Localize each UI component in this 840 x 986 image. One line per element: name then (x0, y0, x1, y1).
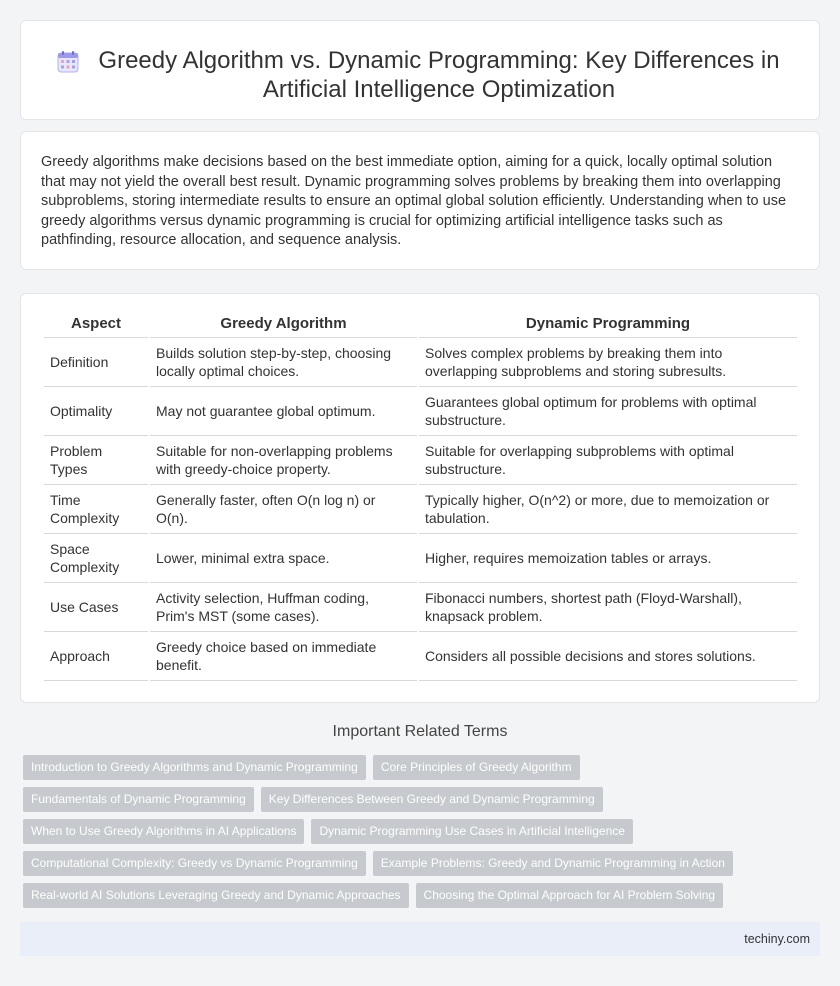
related-term-tag[interactable]: Choosing the Optimal Approach for AI Problem Solving (416, 883, 724, 908)
header-dynamic: Dynamic Programming (419, 310, 797, 338)
comparison-table-card (20, 293, 820, 703)
related-term-tag[interactable]: Real-world AI Solutions Leveraging Greedy and Dynamic Approaches (23, 883, 409, 908)
related-term-tag[interactable]: Fundamentals of Dynamic Programming (23, 787, 254, 812)
table-row (44, 534, 797, 583)
aspect-cell: Problem Types (44, 436, 148, 485)
calendar-grid-icon (56, 50, 80, 74)
aspect-cell: Time Complexity (44, 485, 148, 534)
comparison-table (42, 310, 799, 681)
greedy-cell: May not guarantee global optimum. (150, 387, 417, 436)
aspect-cell: Optimality (44, 387, 148, 436)
title-row (21, 21, 819, 104)
aspect-cell: Definition (44, 338, 148, 387)
page-title: Greedy Algorithm vs. Dynamic Programming: Key Differences in Artificial Intelligence Optimization (98, 47, 780, 103)
table-row (44, 436, 797, 485)
dynamic-cell: Higher, requires memoization tables or arrays. (419, 534, 797, 583)
greedy-cell: Generally faster, often O(n log n) or O(n). (150, 485, 417, 534)
table-row (44, 632, 797, 681)
aspect-cell: Use Cases (44, 583, 148, 632)
dynamic-cell: Typically higher, O(n^2) or more, due to memoization or tabulation. (419, 485, 797, 534)
greedy-cell: Greedy choice based on immediate benefit. (150, 632, 417, 681)
greedy-cell: Activity selection, Huffman coding, Prim's MST (some cases). (150, 583, 417, 632)
table-row (44, 583, 797, 632)
aspect-cell: Approach (44, 632, 148, 681)
table-header-row (44, 310, 797, 338)
footer (20, 922, 820, 956)
table-row (44, 387, 797, 436)
related-term-tag[interactable]: Introduction to Greedy Algorithms and Dynamic Programming (23, 755, 366, 780)
dynamic-cell: Guarantees global optimum for problems with optimal substructure. (419, 387, 797, 436)
related-term-tag[interactable]: Dynamic Programming Use Cases in Artificial Intelligence (311, 819, 632, 844)
title-card (20, 20, 820, 120)
related-term-tag[interactable]: When to Use Greedy Algorithms in AI Applications (23, 819, 304, 844)
dynamic-cell: Solves complex problems by breaking them into overlapping subproblems and storing subresults. (419, 338, 797, 387)
greedy-cell: Builds solution step-by-step, choosing locally optimal choices. (150, 338, 417, 387)
header-greedy: Greedy Algorithm (150, 310, 417, 338)
greedy-cell: Suitable for non-overlapping problems with greedy-choice property. (150, 436, 417, 485)
related-terms-list (23, 755, 823, 915)
intro-paragraph: Greedy algorithms make decisions based on the best immediate option, aiming for a quick, locally optimal solution that may not yield the overall best result. Dynamic programming solves problems by breaking them into overlapping subproblems, storing intermediate results to ensure an optimal global solution efficiently. Understanding when to use greedy algorithms versus dynamic programming is crucial for optimizing artificial intelligence tasks such as pathfinding, resource allocation, and sequence analysis. (41, 154, 787, 248)
dynamic-cell: Considers all possible decisions and stores solutions. (419, 632, 797, 681)
related-term-tag[interactable]: Core Principles of Greedy Algorithm (373, 755, 580, 780)
related-term-tag[interactable]: Key Differences Between Greedy and Dynamic Programming (261, 787, 603, 812)
aspect-cell: Space Complexity (44, 534, 148, 583)
related-term-tag[interactable]: Example Problems: Greedy and Dynamic Programming in Action (373, 851, 733, 876)
related-term-tag[interactable]: Computational Complexity: Greedy vs Dynamic Programming (23, 851, 366, 876)
dynamic-cell: Suitable for overlapping subproblems with optimal substructure. (419, 436, 797, 485)
header-aspect: Aspect (44, 310, 148, 338)
related-terms-heading: Important Related Terms (332, 723, 508, 740)
table-row (44, 485, 797, 534)
table-row (44, 338, 797, 387)
greedy-cell: Lower, minimal extra space. (150, 534, 417, 583)
dynamic-cell: Fibonacci numbers, shortest path (Floyd-Warshall), knapsack problem. (419, 583, 797, 632)
footer-site-link[interactable]: techiny.com (744, 932, 810, 946)
intro-card (20, 131, 820, 270)
